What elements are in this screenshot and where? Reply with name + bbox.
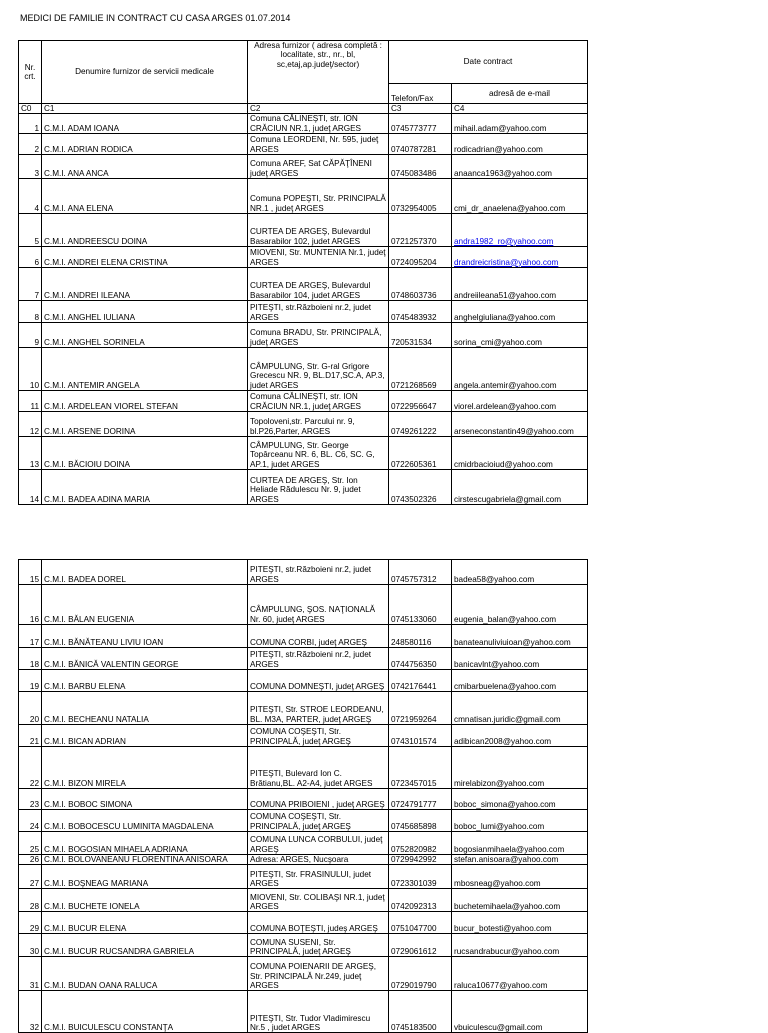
provider-email: cmidrbacioiud@yahoo.com [452, 437, 588, 470]
provider-email: mbosneag@yahoo.com [452, 865, 588, 889]
table-row [19, 301, 588, 323]
table-row [19, 832, 588, 855]
provider-email: anaanca1963@yahoo.com [452, 155, 588, 179]
provider-name: C.M.I. BADEA DOREL [42, 560, 248, 585]
header-nr: Nr. crt. [19, 41, 42, 104]
provider-address: CÂMPULUNG, ŞOS. NAŢIONALĂ Nr. 60, judeţ ARGES [248, 585, 389, 625]
row-number: 11 [19, 391, 42, 412]
provider-name: C.M.I. BARBU ELENA [42, 670, 248, 692]
provider-address: PITEŞTI, str.Războieni nr.2, judet ARGES [248, 648, 389, 670]
provider-address: Comuna CĂLINEŞTI, str. ION CRĂCIUN NR.1, judeţ ARGES [248, 391, 389, 412]
table-row [19, 991, 588, 1033]
provider-name: C.M.I. ANDREI ELENA CRISTINA [42, 247, 248, 268]
provider-email: sorina_cmi@yahoo.com [452, 323, 588, 348]
row-number: 18 [19, 648, 42, 670]
provider-phone: 0745183500 [389, 991, 452, 1033]
provider-phone: 0723301039 [389, 865, 452, 889]
provider-phone: 0729942992 [389, 855, 452, 865]
provider-address: Comuna BRADU, Str. PRINCIPALĂ, judeţ ARGES [248, 323, 389, 348]
col-code: C2 [248, 104, 389, 114]
provider-email: rodicadrian@yahoo.com [452, 134, 588, 155]
provider-phone: 0752820982 [389, 832, 452, 855]
provider-phone: 0743502326 [389, 470, 452, 505]
table-row [19, 560, 588, 585]
table-row [19, 323, 588, 348]
table-row [19, 865, 588, 889]
table-row [19, 625, 588, 648]
row-number: 1 [19, 114, 42, 134]
provider-name: C.M.I. BĂCIOIU DOINA [42, 437, 248, 470]
provider-phone: 0742092313 [389, 889, 452, 912]
provider-name: C.M.I. BIZON MIRELA [42, 747, 248, 789]
provider-phone: 0721257370 [389, 214, 452, 247]
provider-email: angela.antemir@yahoo.com [452, 348, 588, 391]
row-number: 19 [19, 670, 42, 692]
provider-email: mihail.adam@yahoo.com [452, 114, 588, 134]
provider-phone: 0721268569 [389, 348, 452, 391]
row-number: 30 [19, 934, 42, 957]
table-row [19, 889, 588, 912]
table-row [19, 179, 588, 214]
table-row [19, 810, 588, 832]
table-row [19, 348, 588, 391]
provider-email[interactable] [452, 214, 588, 247]
provider-name: C.M.I. BUCUR RUCSANDRA GABRIELA [42, 934, 248, 957]
provider-phone: 0744756350 [389, 648, 452, 670]
provider-name: C.M.I. ANTEMIR ANGELA [42, 348, 248, 391]
table-row [19, 725, 588, 747]
provider-phone: 0729019790 [389, 957, 452, 991]
provider-name: C.M.I. BUICULESCU CONSTANŢA [42, 991, 248, 1033]
row-number: 14 [19, 470, 42, 505]
provider-phone: 0740787281 [389, 134, 452, 155]
provider-phone: 248580116 [389, 625, 452, 648]
table-row [19, 855, 588, 865]
provider-email: viorel.ardelean@yahoo.com [452, 391, 588, 412]
provider-address: COMUNA POIENARII DE ARGEŞ, Str. PRINCIPALĂ Nr.249, judeţ ARGES [248, 957, 389, 991]
provider-email: arseneconstantin49@yahoo.com [452, 412, 588, 437]
provider-name: C.M.I. ADRIAN RODICA [42, 134, 248, 155]
provider-address: PITEŞTI, Str. FRASINULUI, judet ARGES [248, 865, 389, 889]
provider-address: COMUNA COŞEŞTI, Str. PRINCIPALĂ, judeţ ARGEŞ [248, 810, 389, 832]
provider-phone: 0723457015 [389, 747, 452, 789]
provider-phone: 0721959264 [389, 692, 452, 725]
row-number: 29 [19, 912, 42, 934]
provider-phone: 0732954005 [389, 179, 452, 214]
row-number: 21 [19, 725, 42, 747]
provider-phone: 0724791777 [389, 789, 452, 810]
row-number: 15 [19, 560, 42, 585]
provider-name: C.M.I. ADAM IOANA [42, 114, 248, 134]
row-number: 27 [19, 865, 42, 889]
provider-name: C.M.I. ANDREI ILEANA [42, 268, 248, 301]
medici-table-part2 [18, 559, 588, 1033]
provider-name: C.M.I. BOBOCESCU LUMINITA MAGDALENA [42, 810, 248, 832]
table-row [19, 155, 588, 179]
provider-phone: 0751047700 [389, 912, 452, 934]
provider-address: COMUNA PRIBOIENI , judeţ ARGEŞ [248, 789, 389, 810]
provider-address: Adresa: ARGES, Nucşoara [248, 855, 389, 865]
provider-address: CURTEA DE ARGEŞ, Bulevardul Basarabilor 102, judet ARGES [248, 214, 389, 247]
header-name: Denumire furnizor de servicii medicale [42, 41, 248, 104]
row-number: 23 [19, 789, 42, 810]
provider-email: mirelabizon@yahoo.com [452, 747, 588, 789]
provider-address: PITEŞTI, Str. STROE LEORDEANU, BL. M3A, PARTER, judeţ ARGEŞ [248, 692, 389, 725]
row-number: 32 [19, 991, 42, 1033]
provider-email: boboc_simona@yahoo.com [452, 789, 588, 810]
row-number: 24 [19, 810, 42, 832]
table-row [19, 134, 588, 155]
provider-address: COMUNA DOMNEŞTI, judeţ ARGEŞ [248, 670, 389, 692]
provider-email: boboc_lumi@yahoo.com [452, 810, 588, 832]
provider-address: MIOVENI, Str. COLIBAŞI NR.1, judeţ ARGES [248, 889, 389, 912]
provider-name: C.M.I. BOŞNEAG MARIANA [42, 865, 248, 889]
provider-name: C.M.I. ANGHEL IULIANA [42, 301, 248, 323]
provider-address: COMUNA SUSENI, Str. PRINCIPALĂ, judeţ ARGEŞ [248, 934, 389, 957]
table-row [19, 957, 588, 991]
table-row [19, 268, 588, 301]
provider-address: PITEŞTI, Str. Tudor Vladimirescu Nr.5 , judet ARGES [248, 991, 389, 1033]
col-code: C0 [19, 104, 42, 114]
provider-email: banateanuliviuioan@yahoo.com [452, 625, 588, 648]
provider-name: C.M.I. BUCHETE IONELA [42, 889, 248, 912]
provider-address: PITEŞTI, str.Războieni nr.2, judet ARGES [248, 301, 389, 323]
row-number: 6 [19, 247, 42, 268]
provider-name: C.M.I. ARSENE DORINA [42, 412, 248, 437]
provider-phone: 0745773777 [389, 114, 452, 134]
provider-email: adibican2008@yahoo.com [452, 725, 588, 747]
header-phone: Telefon/Fax [389, 84, 452, 104]
provider-email: stefan.anisoara@yahoo.com [452, 855, 588, 865]
header-email: adresă de e-mail [452, 84, 588, 104]
provider-address: CURTEA DE ARGEŞ, Bulevardul Basarabilor 104, judet ARGES [248, 268, 389, 301]
provider-phone: 0743101574 [389, 725, 452, 747]
row-number: 26 [19, 855, 42, 865]
medici-table-part1 [18, 40, 588, 505]
provider-phone: 0748603736 [389, 268, 452, 301]
table-row [19, 934, 588, 957]
provider-address: COMUNA BOŢEŞTI, judeş ARGEŞ [248, 912, 389, 934]
col-code: C4 [452, 104, 588, 114]
table-row [19, 470, 588, 505]
provider-address: COMUNA CORBI, judeţ ARGEŞ [248, 625, 389, 648]
provider-email: cirstescugabriela@gmail.com [452, 470, 588, 505]
provider-address: MIOVENI, Str. MUNTENIA Nr.1, judeţ ARGES [248, 247, 389, 268]
provider-name: C.M.I. BADEA ADINA MARIA [42, 470, 248, 505]
row-number: 13 [19, 437, 42, 470]
row-number: 10 [19, 348, 42, 391]
provider-name: C.M.I. ANGHEL SORINELA [42, 323, 248, 348]
provider-address: CÂMPULUNG, Str. G-ral Grigore Grecescu NR. 9, BL.D17,SC.A, AP.3, judet ARGES [248, 348, 389, 391]
provider-name: C.M.I. ANDREESCU DOINA [42, 214, 248, 247]
provider-name: C.M.I. BĂNICĂ VALENTIN GEORGE [42, 648, 248, 670]
provider-phone: 0745483932 [389, 301, 452, 323]
provider-name: C.M.I. BICAN ADRIAN [42, 725, 248, 747]
row-number: 4 [19, 179, 42, 214]
row-number: 20 [19, 692, 42, 725]
row-number: 28 [19, 889, 42, 912]
header-address: Adresa furnizor ( adresa completă : localitate, str., nr., bl, sc,etaj,ap.judeţ/sector) [248, 41, 389, 104]
row-number: 2 [19, 134, 42, 155]
provider-email: eugenia_balan@yahoo.com [452, 585, 588, 625]
table-row [19, 585, 588, 625]
provider-email: bogosianmihaela@yahoo.com [452, 832, 588, 855]
row-number: 25 [19, 832, 42, 855]
provider-address: COMUNA COŞEŞTI, Str. PRINCIPALĂ, judeţ ARGEŞ [248, 725, 389, 747]
provider-address: Comuna CĂLINEŞTI, str. ION CRĂCIUN NR.1, judeţ ARGES [248, 114, 389, 134]
col-code: C3 [389, 104, 452, 114]
provider-name: C.M.I. BĂLAN EUGENIA [42, 585, 248, 625]
row-number: 9 [19, 323, 42, 348]
table-row [19, 648, 588, 670]
provider-name: C.M.I. BUDAN OANA RALUCA [42, 957, 248, 991]
provider-address: CÂMPULUNG, Str. George Topârceanu NR. 6, BL. C6, SC. G, AP.1, judet ARGES [248, 437, 389, 470]
provider-address: PITEŞTI, Bulevard Ion C. Brătianu,BL. A2-A4, judet ARGES [248, 747, 389, 789]
email-link[interactable]: andra1982_ro@yahoo.com [454, 236, 554, 246]
provider-email: rucsandrabucur@yahoo.com [452, 934, 588, 957]
provider-email: raluca10677@yahoo.com [452, 957, 588, 991]
provider-name: C.M.I. ANA ELENA [42, 179, 248, 214]
table-row [19, 692, 588, 725]
table-row [19, 670, 588, 692]
table-row [19, 747, 588, 789]
provider-email[interactable] [452, 247, 588, 268]
provider-phone: 0724095204 [389, 247, 452, 268]
provider-name: C.M.I. BOLOVANEANU FLORENTINA ANISOARA [42, 855, 248, 865]
row-number: 5 [19, 214, 42, 247]
provider-phone: 0745133060 [389, 585, 452, 625]
table-row [19, 391, 588, 412]
provider-phone: 0745083486 [389, 155, 452, 179]
provider-email: cmi_dr_anaelena@yahoo.com [452, 179, 588, 214]
document-title: MEDICI DE FAMILIE IN CONTRACT CU CASA ARGES 01.07.2014 [20, 13, 291, 23]
provider-phone: 0749261222 [389, 412, 452, 437]
provider-name: C.M.I. BOBOC SIMONA [42, 789, 248, 810]
row-number: 31 [19, 957, 42, 991]
provider-phone: 0745757312 [389, 560, 452, 585]
provider-name: C.M.I. BĂNĂTEANU LIVIU IOAN [42, 625, 248, 648]
provider-email: vbuiculescu@gmail.com [452, 991, 588, 1033]
provider-name: C.M.I. ANA ANCA [42, 155, 248, 179]
provider-email: andreiileana51@yahoo.com [452, 268, 588, 301]
row-number: 22 [19, 747, 42, 789]
row-number: 17 [19, 625, 42, 648]
provider-name: C.M.I. BUCUR ELENA [42, 912, 248, 934]
header-contract: Date contract [389, 41, 588, 84]
provider-address: PITEŞTI, str.Războieni nr.2, judet ARGES [248, 560, 389, 585]
row-number: 12 [19, 412, 42, 437]
provider-phone: 0745685898 [389, 810, 452, 832]
col-code: C1 [42, 104, 248, 114]
row-number: 8 [19, 301, 42, 323]
table-row [19, 114, 588, 134]
provider-name: C.M.I. ARDELEAN VIOREL STEFAN [42, 391, 248, 412]
provider-name: C.M.I. BECHEANU NATALIA [42, 692, 248, 725]
provider-address: Comuna POPEŞTI, Str. PRINCIPALĂ NR.1 , judeţ ARGES [248, 179, 389, 214]
provider-address: COMUNA LUNCA CORBULUI, judeţ ARGEŞ [248, 832, 389, 855]
provider-email: badea58@yahoo.com [452, 560, 588, 585]
provider-email: banicavlnt@yahoo.com [452, 648, 588, 670]
table-row [19, 247, 588, 268]
provider-address: Comuna AREF, Sat CĂPĂŢÎNENI judeţ ARGES [248, 155, 389, 179]
provider-email: bucur_botesti@yahoo.com [452, 912, 588, 934]
provider-email: buchetemihaela@yahoo.com [452, 889, 588, 912]
provider-phone: 720531534 [389, 323, 452, 348]
provider-phone: 0722956647 [389, 391, 452, 412]
provider-email: cmnatisan.juridic@gmail.com [452, 692, 588, 725]
table-row [19, 912, 588, 934]
table-row [19, 437, 588, 470]
provider-email: cmibarbuelena@yahoo.com [452, 670, 588, 692]
row-number: 3 [19, 155, 42, 179]
table-row [19, 412, 588, 437]
provider-address: CURTEA DE ARGEŞ, Str. Ion Heliade Rădulescu Nr. 9, judet ARGES [248, 470, 389, 505]
provider-phone: 0722605361 [389, 437, 452, 470]
provider-phone: 0742176441 [389, 670, 452, 692]
provider-address: Topoloveni,str. Parcului nr. 9, bl.P26,Parter, ARGES [248, 412, 389, 437]
table-row [19, 789, 588, 810]
row-number: 16 [19, 585, 42, 625]
provider-address: Comuna LEORDENI, Nr. 595, judeţ ARGES [248, 134, 389, 155]
provider-name: C.M.I. BOGOSIAN MIHAELA ADRIANA [42, 832, 248, 855]
row-number: 7 [19, 268, 42, 301]
provider-email: anghelgiuliana@yahoo.com [452, 301, 588, 323]
provider-phone: 0729061612 [389, 934, 452, 957]
table-row [19, 214, 588, 247]
email-link[interactable]: drandreicristina@yahoo.com [454, 257, 559, 267]
